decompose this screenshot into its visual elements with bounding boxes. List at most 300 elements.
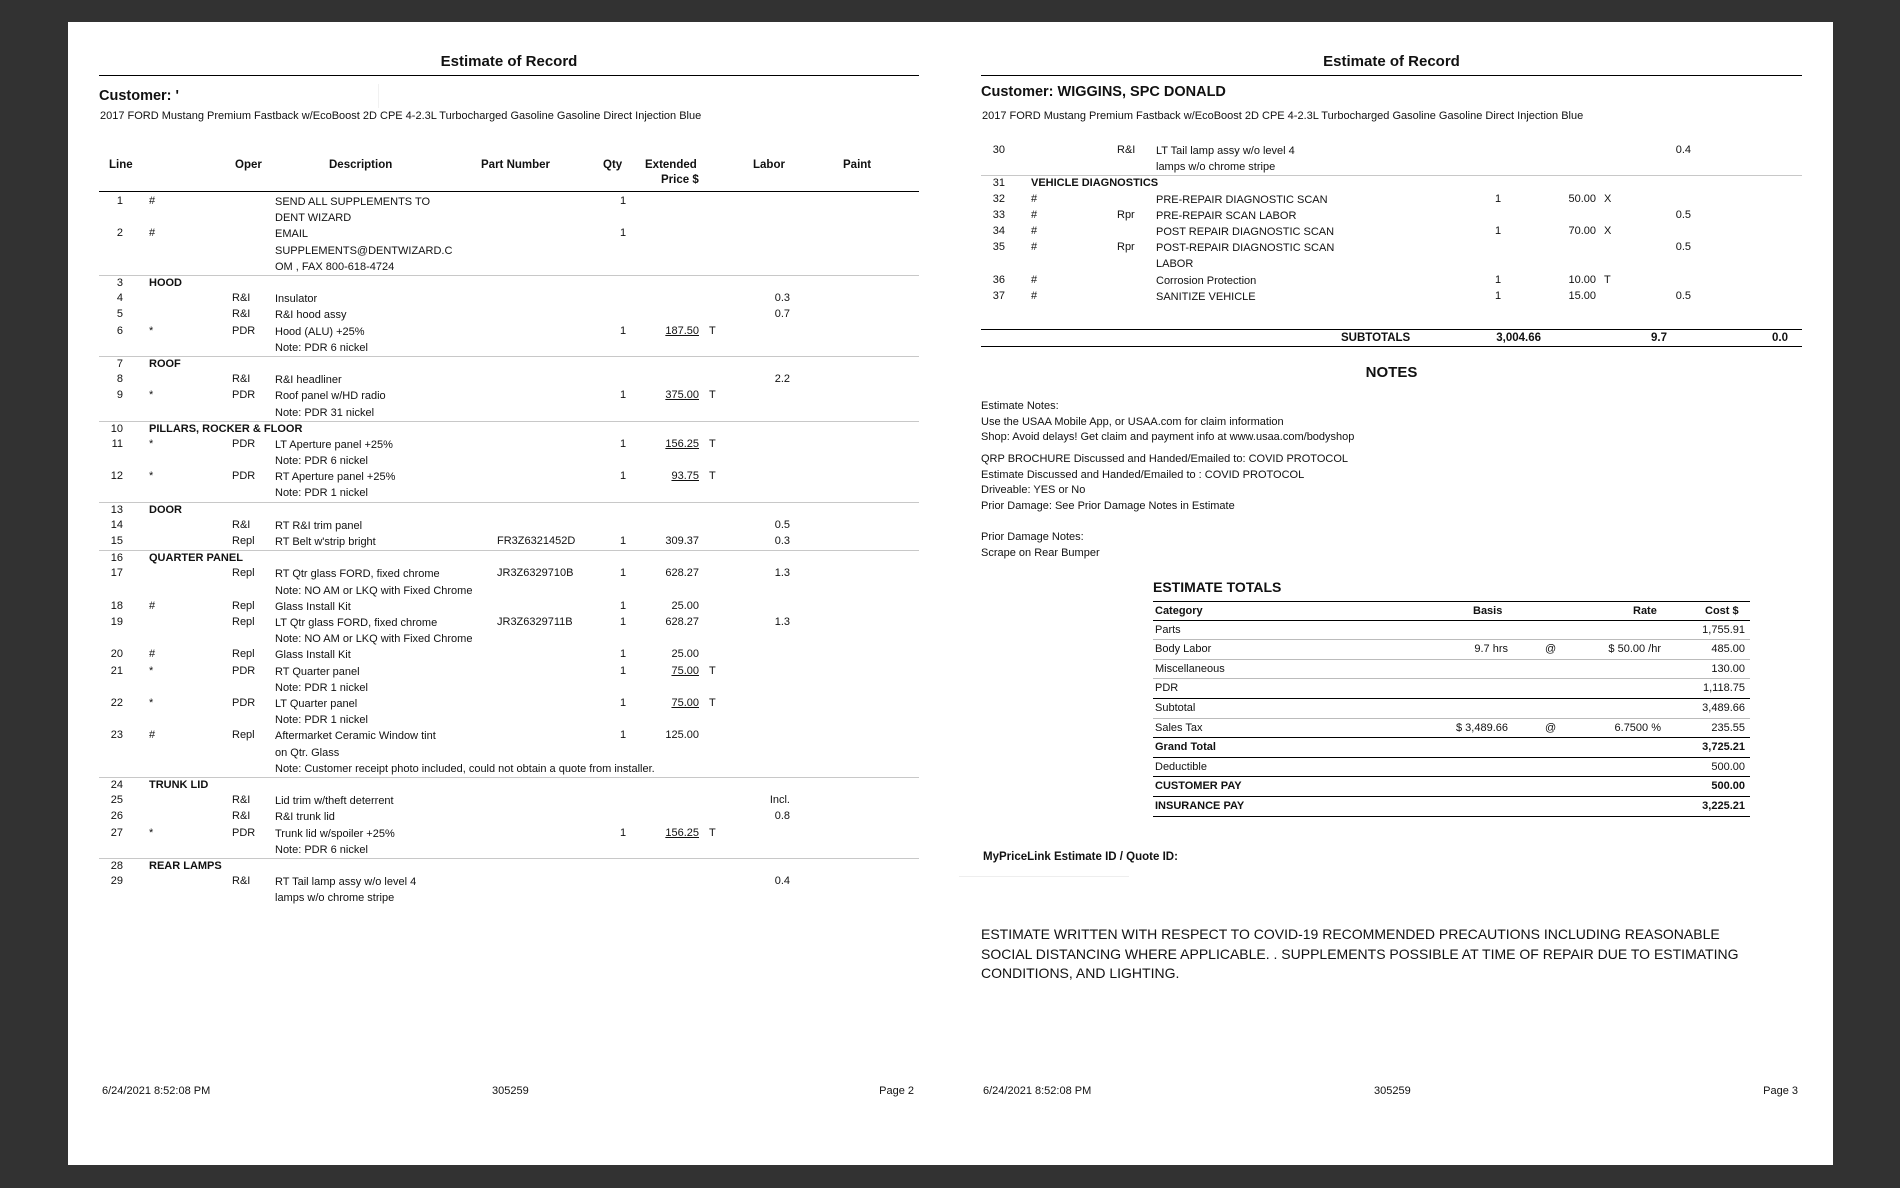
vehicle-description: 2017 FORD Mustang Premium Fastback w/EcoBoost 2D CPE 4-2.3L Turbocharged Gasoline Gasoline Direct Injection Blue xyxy=(100,110,702,122)
operation: Repl xyxy=(232,599,255,612)
totals-category: Miscellaneous xyxy=(1155,662,1225,675)
line-number: 18 xyxy=(110,599,123,612)
line-number: 3 xyxy=(116,276,123,289)
item-description: PRE-REPAIR DIAGNOSTIC SCAN xyxy=(1156,193,1328,206)
quantity: 1 xyxy=(619,616,627,628)
item-description: Aftermarket Ceramic Window tint on Qtr. Glass Note: Customer receipt photo included, could not obtain a quote from installer. xyxy=(275,730,655,775)
subtotals-row xyxy=(981,329,1802,347)
line-marker: # xyxy=(1031,208,1038,221)
table-row xyxy=(99,599,919,615)
section-row xyxy=(99,777,919,793)
totals-row xyxy=(1153,660,1750,680)
line-number: 7 xyxy=(116,357,123,370)
totals-category: CUSTOMER PAY xyxy=(1155,780,1242,793)
extended-price: 15.00 xyxy=(1568,289,1596,302)
totals-cost: 500.00 xyxy=(1711,760,1745,773)
page-title: Estimate of Record xyxy=(440,53,578,70)
labor-hours: 0.7 xyxy=(774,308,790,321)
quantity: 1 xyxy=(619,648,627,661)
item-description: R&I trunk lid xyxy=(275,811,335,824)
table-row xyxy=(99,194,919,226)
line-number: 29 xyxy=(110,875,123,888)
operation: Rpr xyxy=(1117,241,1135,254)
line-marker: * xyxy=(149,389,154,402)
line-number: 35 xyxy=(992,241,1005,254)
mypricelink-label: MyPriceLink Estimate ID / Quote ID: xyxy=(983,851,1178,863)
operation: R&I xyxy=(232,292,251,305)
quantity: 1 xyxy=(619,696,627,709)
quantity: 1 xyxy=(1494,224,1502,237)
extended-price: 156.25 xyxy=(665,437,699,450)
table-row xyxy=(99,324,919,356)
col-line: Line xyxy=(109,159,133,171)
extended-price: 125.00 xyxy=(665,729,699,742)
line-marker: * xyxy=(149,696,154,709)
operation: PDR xyxy=(232,324,256,337)
subtotals-label: SUBTOTALS xyxy=(1341,332,1411,344)
operation: Repl xyxy=(232,535,255,548)
quantity: 1 xyxy=(619,227,627,240)
operation: PDR xyxy=(232,470,256,483)
extended-price: 156.25 xyxy=(665,826,699,839)
table-row xyxy=(99,664,919,696)
line-number: 32 xyxy=(992,192,1005,205)
part-number: FR3Z6321452D xyxy=(497,535,576,548)
extended-price: 25.00 xyxy=(671,599,699,612)
section-row xyxy=(99,550,919,566)
tax-flag: T xyxy=(709,437,716,450)
title-divider xyxy=(99,75,919,76)
tax-flag: T xyxy=(709,324,716,337)
totals-rate: 6.7500 % xyxy=(1614,721,1661,734)
table-row xyxy=(99,647,919,663)
labor-hours: 0.4 xyxy=(1675,144,1691,156)
line-number: 17 xyxy=(110,567,123,580)
totals-cost: 130.00 xyxy=(1711,662,1745,675)
item-description: Glass Install Kit xyxy=(275,600,351,613)
operation: R&I xyxy=(232,875,251,888)
extended-price: 25.00 xyxy=(671,648,699,661)
totals-row xyxy=(1153,797,1750,817)
item-description: Insulator xyxy=(275,293,318,306)
table-row xyxy=(981,192,1802,208)
line-marker: # xyxy=(149,227,156,240)
operation: Repl xyxy=(232,567,255,580)
table-row xyxy=(99,372,919,388)
quantity: 1 xyxy=(619,195,627,207)
part-number: JR3Z6329711B xyxy=(497,616,573,628)
extended-price: 70.00 xyxy=(1568,224,1596,237)
section-row xyxy=(981,175,1802,191)
table-row xyxy=(99,809,919,825)
line-number: 27 xyxy=(110,826,123,839)
labor-hours: 0.3 xyxy=(774,535,790,548)
totals-cost: 3,725.21 xyxy=(1702,741,1745,754)
totals-row xyxy=(1153,640,1750,660)
item-description: EMAIL SUPPLEMENTS@DENTWIZARD.C OM , FAX 800-618-4724 xyxy=(275,228,453,273)
footer-date: 6/24/2021 8:52:08 PM xyxy=(983,1085,1092,1097)
col-oper: Oper xyxy=(235,159,262,171)
totals-rate: $ 50.00 /hr xyxy=(1608,643,1661,656)
line-number: 36 xyxy=(992,273,1005,286)
col-extended-line2: Price $ xyxy=(661,174,699,186)
item-description: POST REPAIR DIAGNOSTIC SCAN xyxy=(1156,225,1335,238)
totals-category: Body Labor xyxy=(1155,643,1212,656)
page-title: Estimate of Record xyxy=(1323,53,1460,70)
line-number: 22 xyxy=(110,696,123,709)
totals-category: INSURANCE PAY xyxy=(1155,799,1245,812)
labor-hours: 2.2 xyxy=(774,373,790,386)
line-items-table xyxy=(99,194,919,906)
quantity: 1 xyxy=(619,324,627,337)
section-name: QUARTER PANEL xyxy=(149,552,243,565)
extended-price: 628.27 xyxy=(665,567,699,580)
line-marker: # xyxy=(149,648,156,661)
quantity: 1 xyxy=(619,535,627,548)
col-extended-line1: Extended xyxy=(645,159,697,171)
table-row xyxy=(99,437,919,469)
table-row xyxy=(99,793,919,809)
extended-price: 93.75 xyxy=(671,470,699,483)
item-description: RT Quarter panel Note: PDR 1 nickel xyxy=(275,665,368,694)
table-row xyxy=(99,469,919,501)
operation: Rpr xyxy=(1117,208,1135,221)
totals-at: @ xyxy=(1545,721,1557,734)
totals-row xyxy=(1153,719,1750,739)
footer-date: 6/24/2021 8:52:08 PM xyxy=(102,1085,211,1097)
item-description: RT Belt w'strip bright xyxy=(275,536,376,549)
item-description: Corrosion Protection xyxy=(1156,274,1257,287)
protocol-notes xyxy=(981,452,1348,514)
totals-row xyxy=(1153,777,1750,797)
customer-name xyxy=(99,84,379,108)
line-marker: * xyxy=(149,437,154,450)
totals-at: @ xyxy=(1545,643,1557,656)
item-description: SEND ALL SUPPLEMENTS TO DENT WIZARD xyxy=(275,196,431,225)
quantity: 1 xyxy=(619,826,627,839)
line-items-header xyxy=(99,158,919,192)
line-number: 1 xyxy=(116,195,123,207)
labor-hours: 0.8 xyxy=(774,810,790,823)
line-number: 28 xyxy=(110,859,123,872)
quantity: 1 xyxy=(619,437,627,450)
item-description: LT Qtr glass FORD, fixed chrome Note: NO AM or LKQ with Fixed Chrome xyxy=(275,617,473,646)
operation: R&I xyxy=(232,308,251,321)
footer-page-number: Page 2 xyxy=(879,1085,914,1097)
section-row xyxy=(99,421,919,437)
totals-basis: 9.7 hrs xyxy=(1474,643,1508,656)
item-description: Trunk lid w/spoiler +25% Note: PDR 6 nickel xyxy=(275,827,395,856)
extended-price: 375.00 xyxy=(665,389,699,402)
line-number: 37 xyxy=(992,289,1005,302)
footer-page-number: Page 3 xyxy=(1763,1085,1798,1097)
tax-flag: X xyxy=(1604,192,1612,205)
section-row xyxy=(99,858,919,874)
note-line: Prior Damage Notes: xyxy=(981,531,1084,543)
estimate-notes xyxy=(981,399,1354,446)
line-marker: # xyxy=(149,195,156,207)
line-number: 23 xyxy=(110,729,123,742)
mypricelink-field xyxy=(959,876,1129,877)
quantity: 1 xyxy=(1494,273,1502,286)
tax-flag: X xyxy=(1604,224,1612,237)
operation: Repl xyxy=(232,616,255,628)
table-row xyxy=(981,289,1802,305)
totals-cost: 485.00 xyxy=(1711,643,1745,656)
line-number: 19 xyxy=(110,616,123,628)
estimate-page-3 xyxy=(950,22,1833,1165)
operation: R&I xyxy=(232,518,251,531)
labor-hours: 0.5 xyxy=(1675,208,1691,221)
table-row xyxy=(981,208,1802,224)
line-number: 15 xyxy=(110,535,123,548)
totals-category: PDR xyxy=(1155,682,1179,695)
note-line: Estimate Discussed and Handed/Emailed to : COVID PROTOCOL xyxy=(981,468,1305,481)
line-number: 25 xyxy=(110,794,123,807)
quantity: 1 xyxy=(619,664,627,677)
totals-rows xyxy=(1153,621,1750,817)
note-line: Use the USAA Mobile App, or USAA.com for claim information xyxy=(981,415,1284,428)
subtotals-paint: 0.0 xyxy=(1772,332,1788,344)
item-description: RT Aperture panel +25% Note: PDR 1 nickel xyxy=(275,471,396,500)
extended-price: 309.37 xyxy=(665,535,699,548)
item-description: R&I hood assy xyxy=(275,309,347,322)
labor-hours: 0.5 xyxy=(1675,241,1691,254)
totals-col-cost: Cost $ xyxy=(1705,605,1739,617)
section-name: DOOR xyxy=(149,503,182,516)
line-number: 26 xyxy=(110,810,123,823)
item-description: RT Tail lamp assy w/o level 4 lamps w/o chrome stripe xyxy=(275,876,417,905)
item-description: POST-REPAIR DIAGNOSTIC SCAN LABOR xyxy=(1156,242,1335,271)
subtotals-labor: 9.7 xyxy=(1651,332,1667,344)
operation: Repl xyxy=(232,729,255,742)
estimate-totals-title: ESTIMATE TOTALS xyxy=(1153,579,1282,595)
item-description: Lid trim w/theft deterrent xyxy=(275,795,394,808)
totals-basis: $ 3,489.66 xyxy=(1456,721,1508,734)
line-number: 24 xyxy=(110,778,123,791)
item-description: Roof panel w/HD radio Note: PDR 31 nickel xyxy=(275,390,386,419)
tax-flag: T xyxy=(709,389,716,402)
totals-cost: 1,118.75 xyxy=(1702,682,1745,695)
operation: R&I xyxy=(1117,144,1136,156)
quantity: 1 xyxy=(619,389,627,402)
part-number: JR3Z6329710B xyxy=(497,567,574,580)
extended-price: 187.50 xyxy=(665,324,699,337)
totals-cost: 500.00 xyxy=(1711,780,1745,793)
labor-hours: 0.3 xyxy=(774,292,790,305)
line-number: 9 xyxy=(116,389,123,402)
operation: PDR xyxy=(232,437,256,450)
line-marker: # xyxy=(149,729,156,742)
line-marker: * xyxy=(149,664,154,677)
section-name: HOOD xyxy=(149,276,182,289)
line-marker: # xyxy=(1031,273,1038,286)
operation: Repl xyxy=(232,648,255,661)
labor-hours: 1.3 xyxy=(774,567,790,580)
item-description: PRE-REPAIR SCAN LABOR xyxy=(1156,209,1297,222)
subtotals-price: 3,004.66 xyxy=(1496,332,1541,344)
operation: PDR xyxy=(232,389,256,402)
item-description: SANITIZE VEHICLE xyxy=(1156,290,1256,303)
estimate-page-2 xyxy=(68,22,950,1165)
labor-hours: 0.4 xyxy=(774,875,790,888)
section-name: VEHICLE DIAGNOSTICS xyxy=(1031,177,1159,190)
section-row xyxy=(99,275,919,291)
totals-row xyxy=(1153,738,1750,758)
table-row xyxy=(99,826,919,858)
item-description: LT Tail lamp assy w/o level 4 lamps w/o chrome stripe xyxy=(1156,145,1295,174)
tax-flag: T xyxy=(709,826,716,839)
table-row xyxy=(99,534,919,550)
operation: PDR xyxy=(232,664,256,677)
line-number: 31 xyxy=(992,177,1005,190)
redaction-box xyxy=(179,84,379,108)
notes-title: NOTES xyxy=(1365,364,1418,381)
line-number: 33 xyxy=(992,208,1005,221)
col-paint: Paint xyxy=(843,159,872,171)
operation: PDR xyxy=(232,826,256,839)
table-row xyxy=(981,240,1802,272)
tax-flag: T xyxy=(709,470,716,483)
tax-flag: T xyxy=(709,664,716,677)
quantity: 1 xyxy=(619,599,627,612)
item-description: LT Aperture panel +25% Note: PDR 6 nickel xyxy=(275,438,393,468)
table-row xyxy=(99,307,919,323)
totals-row xyxy=(1153,679,1750,699)
footer-estimate-id: 305259 xyxy=(1374,1085,1411,1097)
line-number: 34 xyxy=(992,224,1005,237)
table-row xyxy=(981,273,1802,289)
section-name: PILLARS, ROCKER & FLOOR xyxy=(149,422,303,435)
line-number: 10 xyxy=(110,422,123,435)
tax-flag: T xyxy=(1604,273,1611,286)
note-line: Scrape on Rear Bumper xyxy=(981,546,1100,559)
line-items-table-continued xyxy=(981,143,1802,305)
line-number: 11 xyxy=(111,437,123,450)
item-description: RT R&I trim panel xyxy=(275,519,363,532)
title-divider xyxy=(981,75,1802,76)
note-line: QRP BROCHURE Discussed and Handed/Emailed to: COVID PROTOCOL xyxy=(981,453,1349,465)
table-row xyxy=(99,728,919,777)
prior-damage-notes xyxy=(981,530,1100,561)
totals-header xyxy=(1153,601,1750,621)
labor-hours: Incl. xyxy=(769,794,790,807)
item-description: LT Quarter panel Note: PDR 1 nickel xyxy=(275,697,368,727)
table-row xyxy=(99,291,919,307)
line-marker: # xyxy=(1031,289,1038,302)
line-number: 8 xyxy=(116,373,123,386)
table-row xyxy=(99,874,919,906)
customer-label: Customer: ' xyxy=(99,87,179,104)
line-marker: # xyxy=(149,599,156,612)
labor-hours: 0.5 xyxy=(1675,289,1691,302)
section-row xyxy=(99,502,919,518)
totals-category: Sales Tax xyxy=(1155,721,1203,734)
col-part-number: Part Number xyxy=(481,159,551,171)
extended-price: 50.00 xyxy=(1568,192,1596,205)
totals-category: Grand Total xyxy=(1155,741,1216,754)
labor-hours: 0.5 xyxy=(774,518,790,531)
table-row xyxy=(99,696,919,728)
col-description: Description xyxy=(329,159,393,171)
extended-price: 75.00 xyxy=(671,696,699,709)
note-line: Driveable: YES or No xyxy=(981,484,1086,496)
totals-category: Parts xyxy=(1155,623,1181,636)
line-marker: # xyxy=(1031,192,1038,205)
customer-name: Customer: WIGGINS, SPC DONALD xyxy=(981,84,1226,100)
line-number: 13 xyxy=(110,503,123,516)
section-row xyxy=(99,356,919,372)
line-marker: # xyxy=(1031,224,1038,237)
line-number: 12 xyxy=(110,470,123,483)
section-name: TRUNK LID xyxy=(149,778,209,791)
note-line: Prior Damage: See Prior Damage Notes in Estimate xyxy=(981,499,1235,512)
table-row xyxy=(99,226,919,275)
operation: PDR xyxy=(232,696,256,709)
table-row xyxy=(981,143,1802,175)
extended-price: 75.00 xyxy=(671,664,699,677)
line-marker: * xyxy=(149,324,154,337)
table-row xyxy=(99,388,919,420)
section-name: ROOF xyxy=(149,357,181,370)
footer-estimate-id: 305259 xyxy=(492,1085,529,1097)
table-row xyxy=(99,518,919,534)
item-description: Glass Install Kit xyxy=(275,649,351,662)
operation: R&I xyxy=(232,794,251,807)
table-row xyxy=(981,224,1802,240)
totals-col-rate: Rate xyxy=(1633,605,1657,617)
line-number: 14 xyxy=(110,518,123,531)
totals-cost: 1,755.91 xyxy=(1702,623,1745,636)
line-marker: * xyxy=(149,470,154,483)
vehicle-description: 2017 FORD Mustang Premium Fastback w/EcoBoost 2D CPE 4-2.3L Turbocharged Gasoline Gasoline Direct Injection Blue xyxy=(982,110,1584,122)
line-number: 6 xyxy=(116,324,123,337)
table-row xyxy=(99,566,919,598)
totals-row xyxy=(1153,621,1750,641)
note-line: Estimate Notes: xyxy=(981,400,1059,412)
col-extended xyxy=(645,158,697,173)
quantity: 1 xyxy=(619,470,627,483)
item-description: Hood (ALU) +25% Note: PDR 6 nickel xyxy=(275,325,368,354)
item-description: R&I headliner xyxy=(275,374,342,387)
totals-cost: 3,489.66 xyxy=(1702,701,1745,714)
col-qty: Qty xyxy=(603,159,623,171)
covid-disclaimer: ESTIMATE WRITTEN WITH RESPECT TO COVID-19 RECOMMENDED PRECAUTIONS INCLUDING REASONABLE SOCIAL DISTANCING WHERE APPLICABLE. . SUPPLEMENTS POSSIBLE AT TIME OF REPAIR DUE TO ESTIMATING CONDITIONS, AND LIGHTING. xyxy=(981,926,1739,981)
labor-hours: 1.3 xyxy=(774,616,790,628)
line-number: 30 xyxy=(992,144,1005,156)
totals-category: Subtotal xyxy=(1155,701,1196,714)
line-number: 5 xyxy=(116,308,123,321)
quantity: 1 xyxy=(1494,192,1502,205)
totals-row xyxy=(1153,699,1750,719)
operation: R&I xyxy=(232,810,251,823)
col-labor: Labor xyxy=(753,159,785,171)
extended-price: 10.00 xyxy=(1568,273,1596,286)
extended-price: 628.27 xyxy=(665,616,699,628)
line-marker: * xyxy=(149,826,154,839)
line-number: 2 xyxy=(116,227,123,240)
operation: R&I xyxy=(232,373,251,386)
line-number: 16 xyxy=(110,552,123,565)
line-number: 20 xyxy=(110,648,123,661)
totals-col-basis: Basis xyxy=(1473,605,1503,617)
quantity: 1 xyxy=(619,567,627,580)
quantity: 1 xyxy=(1494,289,1502,302)
table-row xyxy=(99,615,919,647)
totals-cost: 235.55 xyxy=(1711,721,1745,734)
section-name: REAR LAMPS xyxy=(149,859,222,872)
line-number: 21 xyxy=(110,664,123,677)
